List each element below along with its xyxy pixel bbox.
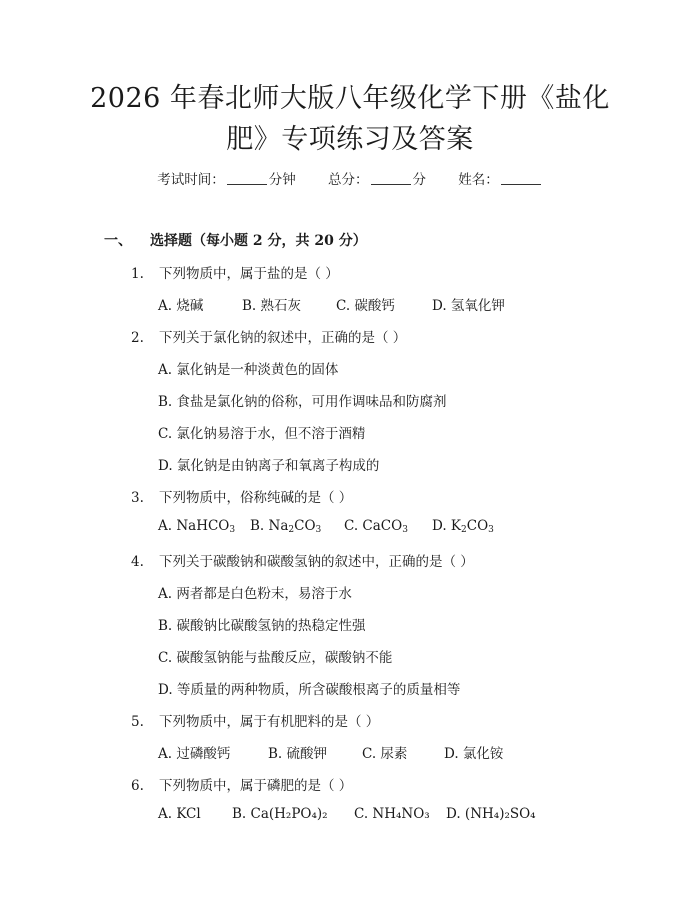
option[interactable]: A. 氯化钠是一种淡黄色的固体 (158, 362, 339, 378)
option[interactable]: C. CaCO$_3$ (344, 518, 408, 535)
option[interactable]: A. 烧碱 (158, 298, 204, 314)
name-blank (501, 172, 541, 185)
question-2: 2. 下列关于氯化钠的叙述中，正确的是（ ） (131, 330, 407, 346)
option[interactable]: D. 等质量的两种物质，所含碳酸根离子的质量相等 (158, 682, 461, 698)
option[interactable]: D. $K_2CO_3$ (432, 518, 494, 535)
page-title (0, 78, 700, 160)
option[interactable]: B. 碳酸钠比碳酸氢钠的热稳定性强 (158, 618, 366, 634)
option[interactable]: C. 尿素 (362, 746, 408, 762)
option[interactable]: D. (NH₄)₂SO₄ (446, 806, 536, 822)
option[interactable]: B. 硫酸钾 (268, 746, 328, 762)
time-field: 考试时间： 分钟 (157, 172, 296, 188)
option[interactable]: D. 氯化铵 (444, 746, 504, 762)
question-5: 5. 下列物质中，属于有机肥料的是（ ） (131, 714, 380, 730)
option[interactable]: A. NaHCO$_3$ (158, 518, 236, 535)
option[interactable]: B. 熟石灰 (242, 298, 302, 314)
section-heading: 一、 选择题（每小题 2 分，共 20 分） (104, 233, 367, 249)
option[interactable]: A. 两者都是白色粉末，易溶于水 (158, 586, 352, 602)
exam-meta (0, 168, 700, 188)
option[interactable]: C. 碳酸氢钠能与盐酸反应，碳酸钠不能 (158, 650, 393, 666)
option[interactable]: B. 食盐是氯化钠的俗称，可用作调味品和防腐剂 (158, 394, 447, 410)
question-3: 3. 下列物质中，俗称纯碱的是（ ） (131, 490, 353, 506)
title-line-2: 肥》专项练习及答案 (226, 124, 474, 155)
question-1: 1. 下列物质中，属于盐的是（ ） (131, 266, 339, 282)
option[interactable]: C. 氯化钠易溶于水，但不溶于酒精 (158, 426, 366, 442)
option[interactable]: A. KCl (158, 806, 201, 822)
option[interactable]: D. 氢氧化钾 (432, 298, 505, 314)
score-field: 总分： 分 (328, 172, 426, 188)
title-line-1: 2026 年春北师大版八年级化学下册《盐化 (90, 83, 610, 114)
option[interactable]: D. 氯化钠是由钠离子和氧离子构成的 (158, 458, 380, 474)
question-4: 4. 下列关于碳酸钠和碳酸氢钠的叙述中，正确的是（ ） (131, 554, 474, 570)
time-blank (227, 172, 267, 185)
score-blank (371, 172, 411, 185)
option[interactable]: C. 碳酸钙 (336, 298, 395, 314)
name-field: 姓名： (458, 172, 543, 188)
option[interactable]: A. 过磷酸钙 (158, 746, 231, 762)
question-6: 6. 下列物质中，属于磷肥的是（ ） (131, 778, 353, 794)
option[interactable]: B. $Na_2CO_3$ (250, 518, 322, 535)
option[interactable]: B. Ca(H₂PO₄)₂ (232, 806, 328, 822)
option[interactable]: C. NH₄NO₃ (354, 806, 430, 822)
